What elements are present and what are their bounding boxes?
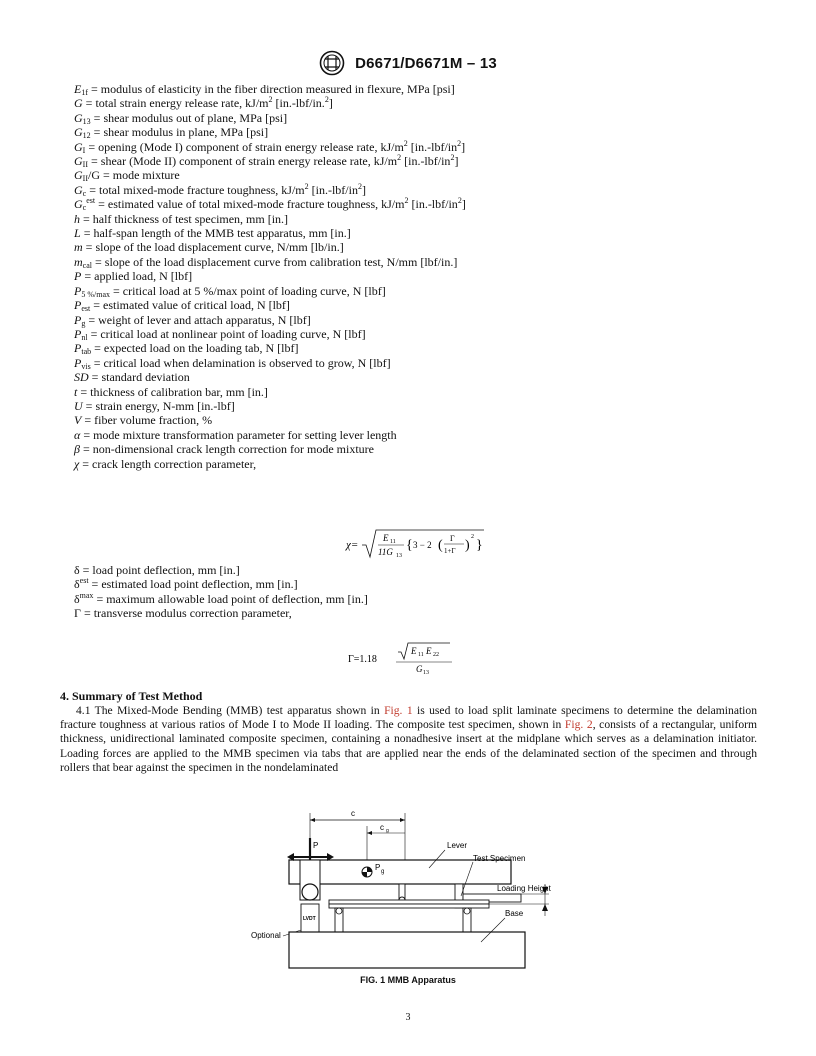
section-title: 4. Summary of Test Method [60,689,203,703]
definition-symbol: G [74,139,83,154]
definition-line: $G_{II}$ = shear (Mode II) component of strain energy release rate, $kJ/m^2$ $[in.-lbf/in^2]$ [74,153,459,170]
definition-line: $G_{13}$ = shear modulus out of plane, MPa [psi] [74,110,288,126]
fig-label-lvdt: LVDT [303,916,316,922]
definition-line: $G_{II}/G$ = mode mixture [74,168,180,184]
definition-symbol: U [74,398,83,413]
definition-text: = crack length correction parameter, [79,456,257,471]
fig-label-c: c [351,809,355,818]
definition-text: = estimated value of total mixed-mode fracture toughness, kJ/m [95,197,405,212]
definition-line: $E_{1f}$ = modulus of elasticity in the fiber direction measured in flexure, MPa [psi] [74,82,455,97]
definition-text: = fiber volume fraction, % [81,413,213,428]
definition-line: $P_g$ = weight of lever and attach apparatus, N [lbf] [74,312,311,328]
definition-line: G = total strain energy release rate, $kJ/m^2$ [in.-lbf/in.$^2$] [74,95,333,111]
definition-text: = expected load on the loading tab, N [lbf] [91,341,299,356]
definition-line [74,442,754,456]
definition-symbol: P [74,283,82,298]
fig-label-lever: Lever [447,841,468,850]
gamma-lhs: Γ=1.18 [348,654,377,665]
definition-line: Γ = transverse modulus correction parameter, [74,606,292,621]
chi-pow: 2 [471,534,474,540]
definition-symbol: h [74,211,80,226]
definition-text: = half-span length of the MMB test apparatus, mm [in.] [80,226,351,241]
gamma-den: G [416,664,423,674]
page-number: 3 [405,1012,411,1023]
definition-symbol: P [74,298,82,313]
gamma-den-sub: 13 [423,670,429,676]
chi-num: E [383,533,389,543]
definition-line [74,269,754,283]
definition-text: = half thickness of test specimen, mm [in.] [80,211,289,226]
definition-symbol: E [74,82,82,96]
definition-symbol: G [74,197,83,212]
definition-line: $G_c^{est}$ = estimated value of total mixed-mode fracture toughness, $kJ/m^2$ $[in.-lbf/in^2]$ [74,196,466,213]
definition-text: = weight of lever and attach apparatus, N [lbf] [85,312,311,327]
definition-text: = slope of the load displacement curve, N/mm [lb/in.] [82,240,344,255]
definition-text: = modulus of elasticity in the fiber direction measured in flexure, MPa [psi] [88,82,455,96]
definition-text: = opening (Mode I) component of strain energy release rate, kJ/m [85,139,404,154]
lever-bar [289,860,511,884]
definition-line: $P_{tab}$ = expected load on the loading tab, N [lbf] [74,341,299,357]
definition-text: = slope of the load displacement curve from calibration test, N/mm [lbf/in.] [92,254,458,269]
definition-line [74,370,754,384]
definition-symbol: V [74,413,82,428]
definition-text: = critical load when delamination is observed to grow, N [lbf] [90,355,391,370]
definition-text: = shear (Mode II) component of strain energy release rate, kJ/m [88,154,398,169]
definition-symbol: L [74,226,81,241]
chi-den-sub: 13 [396,553,402,559]
definition-symbol: β [74,442,80,457]
definition-line [74,413,754,427]
gamma-num-mid: E [426,646,432,656]
definition-symbol: G [74,125,83,140]
definition-text: = total strain energy release rate, kJ/m [82,96,269,111]
definition-text: = critical load at 5 %/max point of loading curve, N [lbf] [110,283,386,298]
definition-line: $\delta^{est}$ = estimated load point deflection, mm [in.] [74,576,298,592]
definition-line [74,399,754,413]
definition-symbol: G [74,96,83,111]
definition-text: = shear modulus in plane, MPa [psi] [90,125,269,140]
para-text-2: is used to load split laminate specimens to determine the delamination fracture toughness at various ratios of Mode I to Mode II loading. The composite test specimen, shown in [60,704,758,732]
definition-line: $m_{cal}$ = slope of the load displacement curve from calibration test, N/mm [lbf/in.] [74,254,458,270]
definition-line [74,385,754,399]
svg-text:): ) [465,538,470,553]
gamma-num: E [411,646,417,656]
fig-label-pg-sub: g [381,869,385,875]
definition-text: = shear modulus out of plane, MPa [psi] [90,110,288,125]
gamma-num-sub2: 22 [433,652,439,658]
definition-line [74,428,754,442]
chi-gden: 1+Γ [444,547,456,555]
page-header [0,50,816,76]
fig1-link[interactable]: Fig. 1 [384,704,413,717]
definition-symbol: P [74,312,82,327]
astm-logo-icon [319,50,345,76]
figure-caption: FIG. 1 MMB Apparatus [360,975,456,985]
definition-symbol: G [74,182,83,197]
definition-text: = strain energy, N-mm [in.-lbf] [82,398,235,413]
definition-symbol: G [74,168,83,183]
definition-line: $P_{est}$ = estimated value of critical load, N [lbf] [74,298,290,314]
definition-text: = non-dimensional crack length correction for mode mixture [79,442,374,457]
gamma-equation-graphic [308,640,508,676]
svg-text:(: ( [438,538,443,553]
gamma-num-sub1: 11 [418,652,424,658]
document-number: D6671/D6671M – 13 [355,54,497,72]
chi-equation [0,527,816,564]
definition-symbol: P [74,269,82,284]
mmb-apparatus-figure [249,800,569,978]
definition-text: = applied load, N [lbf] [81,269,193,284]
definition-line [74,226,754,240]
definition-text: /G = mode mixture [88,168,180,183]
definition-line [74,240,754,254]
definition-line [74,212,754,226]
chi-den: 11G [378,547,393,557]
definition-line: $P_{vis}$ = critical load when delamination is observed to grow, N [lbf] [74,355,391,371]
fig2-link[interactable]: Fig. 2 [564,718,593,732]
definition-symbol: G [74,154,83,169]
test-specimen [329,900,489,904]
fig-label-p: P [313,841,319,850]
fig-label-cg: c [380,823,384,832]
definition-line: $G_c$ = total mixed-mode fracture toughness, $kJ/m^2$ $[in.-lbf/in^2]$ [74,181,366,198]
para-text-1: 4.1 The Mixed-Mode Bending (MMB) test apparatus shown in [76,704,385,717]
definition-symbol: t [74,384,78,399]
definition-line: $\delta^{max}$ = maximum allowable load point of deflection, mm [in.] [74,590,368,606]
definition-text: = total mixed-mode fracture toughness, kJ/m [86,182,305,197]
definition-text: = standard deviation [88,370,190,385]
para-text-3: , consists of a rectangular, uniform thickness, unidirectional laminated composite specimen, containing a nonadhesive insert at the midplane which serves as a delamination initiator. Loading forces are applied to the MMB specimen via tabs that are applied near the ends of the delaminated section of the specimen and through rollers that bear against the specimen in the nondelaminated [60,718,757,774]
fig-label-base: Base [505,909,524,918]
chi-lhs: χ= [346,539,359,551]
definition-text: = mode mixture transformation parameter for setting lever length [80,427,397,442]
chi-gnum: Γ [450,534,455,543]
definition-symbol: P [74,326,82,341]
definition-line: $P_{5 \%/max}$ = critical load at 5 %/max point of loading curve, N [lbf] [74,283,386,299]
definition-line: $P_{nl}$ = critical load at nonlinear point of loading curve, N [lbf] [74,326,366,342]
definition-symbol: G [74,110,83,125]
definitions-list-2 [74,563,754,621]
base-block [289,932,525,968]
summary-paragraph [60,704,757,775]
definition-text: = critical load at nonlinear point of loading curve, N [lbf] [87,326,366,341]
definition-symbol: P [74,355,82,370]
definition-symbol: χ [74,456,80,471]
definition-line [74,457,754,471]
svg-text:{: { [406,538,413,553]
definition-line: $G_{12}$ = shear modulus in plane, MPa [psi] [74,125,269,141]
chi-equation-graphic [288,527,528,561]
fig-label-cg-sub: g [386,828,389,834]
chi-num-sub: 11 [390,539,396,545]
definition-text: = thickness of calibration bar, mm [in.] [77,384,268,399]
definition-line: $G_I$ = opening (Mode I) component of strain energy release rate, $kJ/m^2$ $[in.-lbf/in^2]$ [74,138,466,155]
definition-symbol: P [74,341,82,356]
fig-label-pg: P [375,863,381,872]
definition-symbol: m [74,254,83,269]
definitions-list [74,82,754,471]
gamma-equation [0,640,816,679]
definition-symbol: SD [74,370,89,385]
definition-text: = estimated value of critical load, N [lbf] [90,298,290,313]
fig-label-specimen: Test Specimen [473,854,526,863]
definition-symbol: m [74,240,83,255]
fig-label-loading-height: Loading Height [497,884,551,893]
definition-symbol: α [74,427,81,442]
svg-text:}: } [476,538,483,553]
chi-body: 3 − 2 [413,540,432,550]
fig-label-optional: Optional [251,931,281,940]
definition-line: δ = load point deflection, mm [in.] [74,563,240,577]
